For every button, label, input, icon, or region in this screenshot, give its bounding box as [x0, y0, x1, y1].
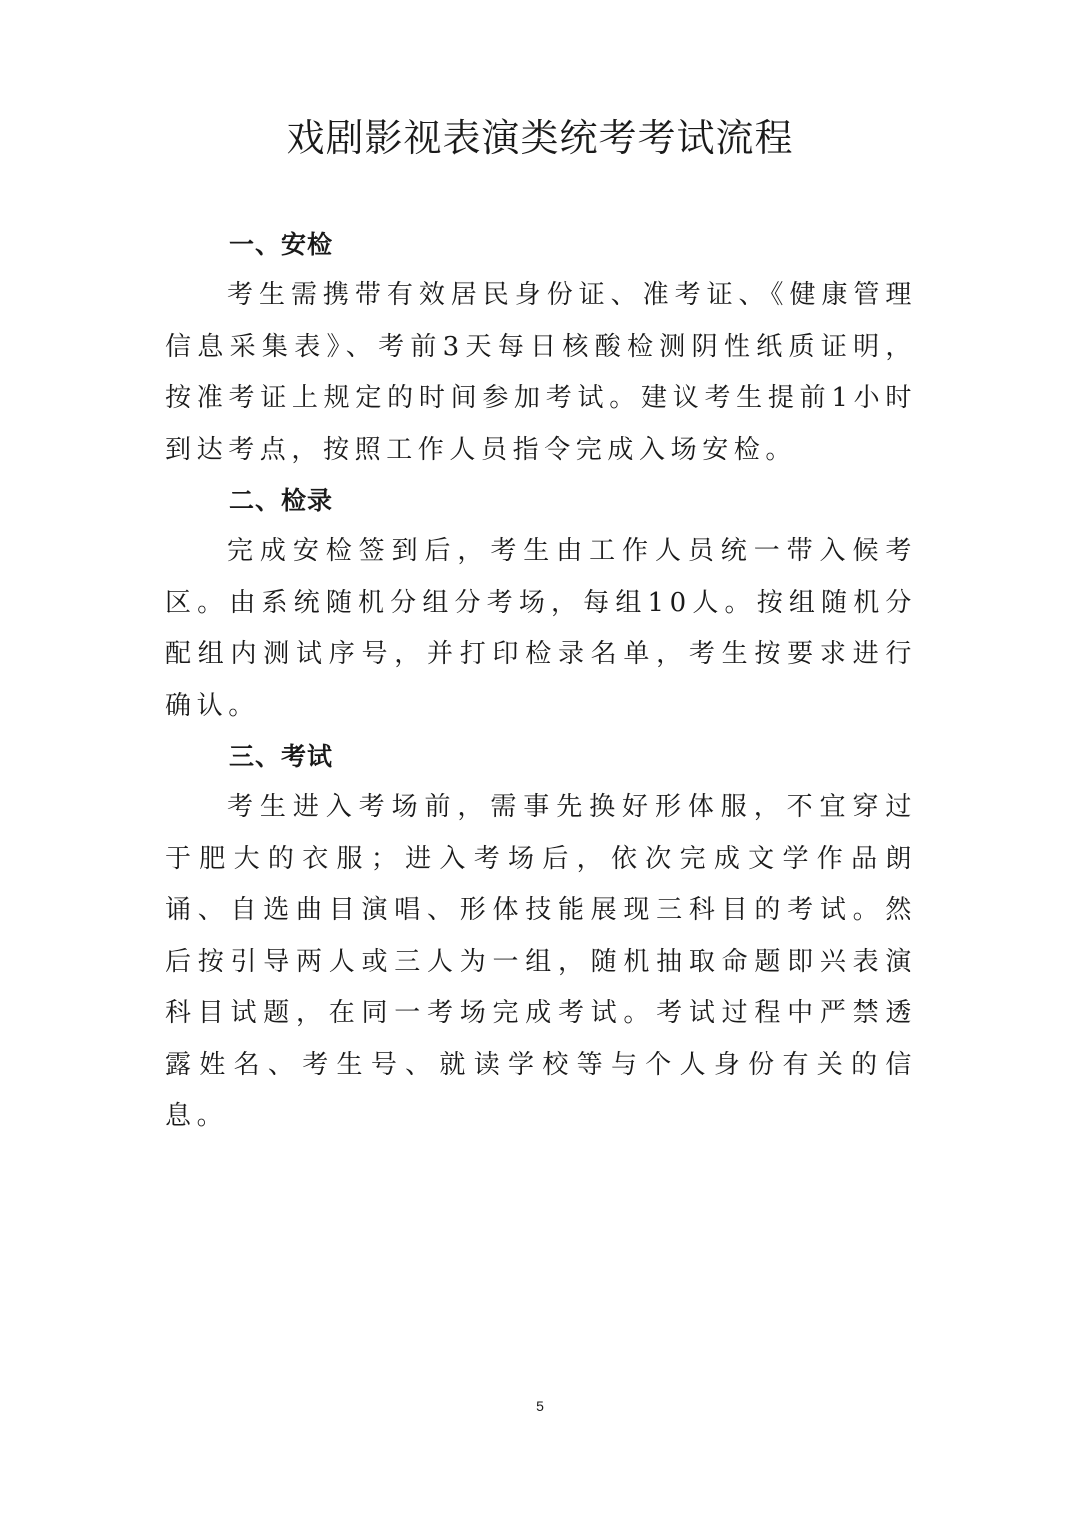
section-paragraph: 完成安检签到后，考生由工作人员统一带入候考区。由系统随机分组分考场，每组10人。按组随机分配组内测试序号，并打印检录名单，考生按要求进行确认。 — [165, 536, 917, 721]
document-title: 戏剧影视表演类统考考试流程 — [286, 116, 794, 160]
section-paragraph: 考生需携带有效居民身份证、准考证、《健康管理信息采集表》、考前3天每日核酸检测阴性纸质证明，按准考证上规定的时间参加考试。建议考生提前1小时到达考点，按照工作人员指令完成入场安检。 — [165, 280, 917, 465]
page-number: 5 — [536, 1398, 544, 1414]
section-heading: 二、检录 — [229, 486, 334, 515]
section-heading: 一、安检 — [229, 230, 334, 259]
document-body — [165, 220, 917, 1143]
section-security-check — [165, 220, 917, 476]
section-check-in — [165, 476, 917, 732]
section-exam — [165, 732, 917, 1143]
section-heading: 三、考试 — [229, 742, 334, 771]
section-paragraph: 考生进入考场前，需事先换好形体服，不宜穿过于肥大的衣服；进入考场后，依次完成文学作品朗诵、自选曲目演唱、形体技能展现三科目的考试。然后按引导两人或三人为一组，随机抽取命题即兴表演科目试题，在同一考场完成考试。考试过程中严禁透露姓名、考生号、就读学校等与个人身份有关的信息。 — [165, 792, 917, 1131]
